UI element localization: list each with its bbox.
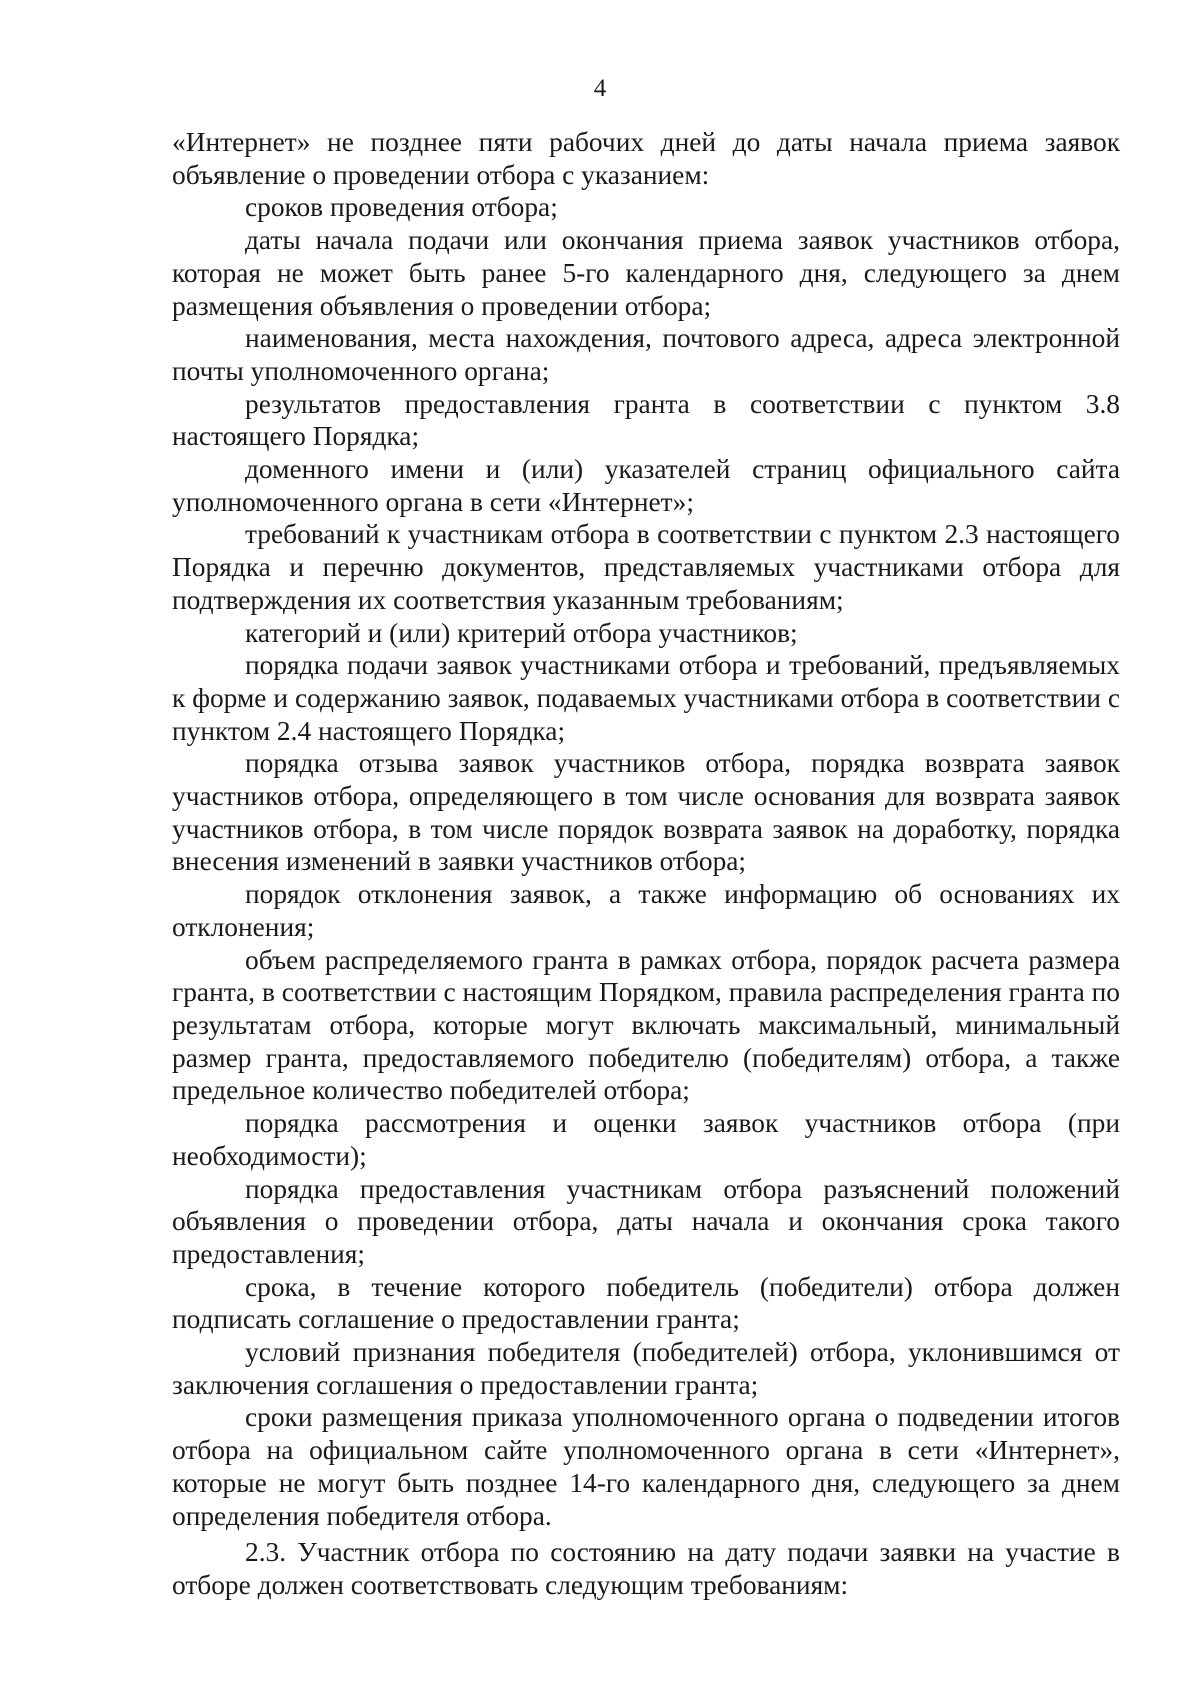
document-body: [172, 126, 1120, 1602]
list-item-review-procedure: порядка рассмотрения и оценки заявок участников отбора (при необходимости);: [172, 1108, 1120, 1171]
list-item-grant-results: результатов предоставления гранта в соответствии с пунктом 3.8 настоящего Порядка;: [172, 388, 1120, 452]
list-item-signing-term: срока, в течение которого победитель (победители) отбора должен подписать соглашение о предоставлении гранта;: [172, 1271, 1120, 1335]
list-item-categories: категорий и (или) критерий отбора участников;: [245, 617, 798, 648]
list-item-clarifications: порядка предоставления участникам отбора разъяснений положений объявления о проведении отбора, даты начала и окончания срока такого предоставления;: [172, 1173, 1120, 1269]
list-item-results-publication: сроки размещения приказа уполномоченного органа о подведении итогов отбора на официальном сайте уполномоченного органа в сети «Интернет», которые не могут быть позднее 14-го календарного дня, следующего за днем определения победителя отбора.: [172, 1402, 1120, 1531]
list-item-authority-contacts: наименования, места нахождения, почтового адреса, адреса электронной почты уполномоченного органа;: [172, 323, 1120, 386]
list-item-selection-terms: сроков проведения отбора;: [245, 192, 558, 223]
paragraph-intro: «Интернет» не позднее пяти рабочих дней до даты начала приема заявок объявление о проведении отбора с указанием:: [172, 127, 1120, 190]
list-item-domain-name: доменного имени и (или) указателей страниц официального сайта уполномоченного органа в сети «Интернет»;: [172, 454, 1120, 517]
list-item-grant-volume: объем распределяемого гранта в рамках отбора, порядок расчета размера гранта, в соответствии с настоящим Порядком, правила распределения гранта по результатам отбора, которые могут включать максимальный, минимальный размер гранта, предоставляемого победителю (победителям) отбора, а также предельное количество победителей отбора;: [172, 944, 1120, 1106]
list-item-rejection-procedure: порядок отклонения заявок, а также информацию об основаниях их отклонения;: [172, 879, 1120, 942]
list-item-submission-procedure: порядка подачи заявок участниками отбора и требований, предъявляемых к форме и содержанию заявок, подаваемых участниками отбора в соответствии с пунктом 2.4 настоящего Порядка;: [172, 650, 1120, 746]
list-item-evasion-conditions: условий признания победителя (победителей) отбора, уклонившимся от заключения соглашения о предоставлении гранта;: [172, 1337, 1120, 1400]
list-item-participant-requirements: требований к участникам отбора в соответствии с пунктом 2.3 настоящего Порядка и перечню документов, представляемых участниками отбора для подтверждения их соответствия указанным требованиям;: [172, 519, 1120, 615]
section-2-3: 2.3. Участник отбора по состоянию на дату подачи заявки на участие в отборе должен соответствовать следующим требованиям:: [172, 1537, 1120, 1600]
list-item-application-dates: даты начала подачи или окончания приема заявок участников отбора, которая не может быть ранее 5-го календарного дня, следующего за днем размещения объявления о проведении отбора;: [172, 225, 1120, 321]
list-item-withdrawal-procedure: порядка отзыва заявок участников отбора, порядка возврата заявок участников отбора, определяющего в том числе основания для возврата заявок участников отбора, в том числе порядок возврата заявок на доработку, порядка внесения изменений в заявки участников отбора;: [172, 748, 1120, 877]
page-number: 4: [593, 75, 607, 102]
